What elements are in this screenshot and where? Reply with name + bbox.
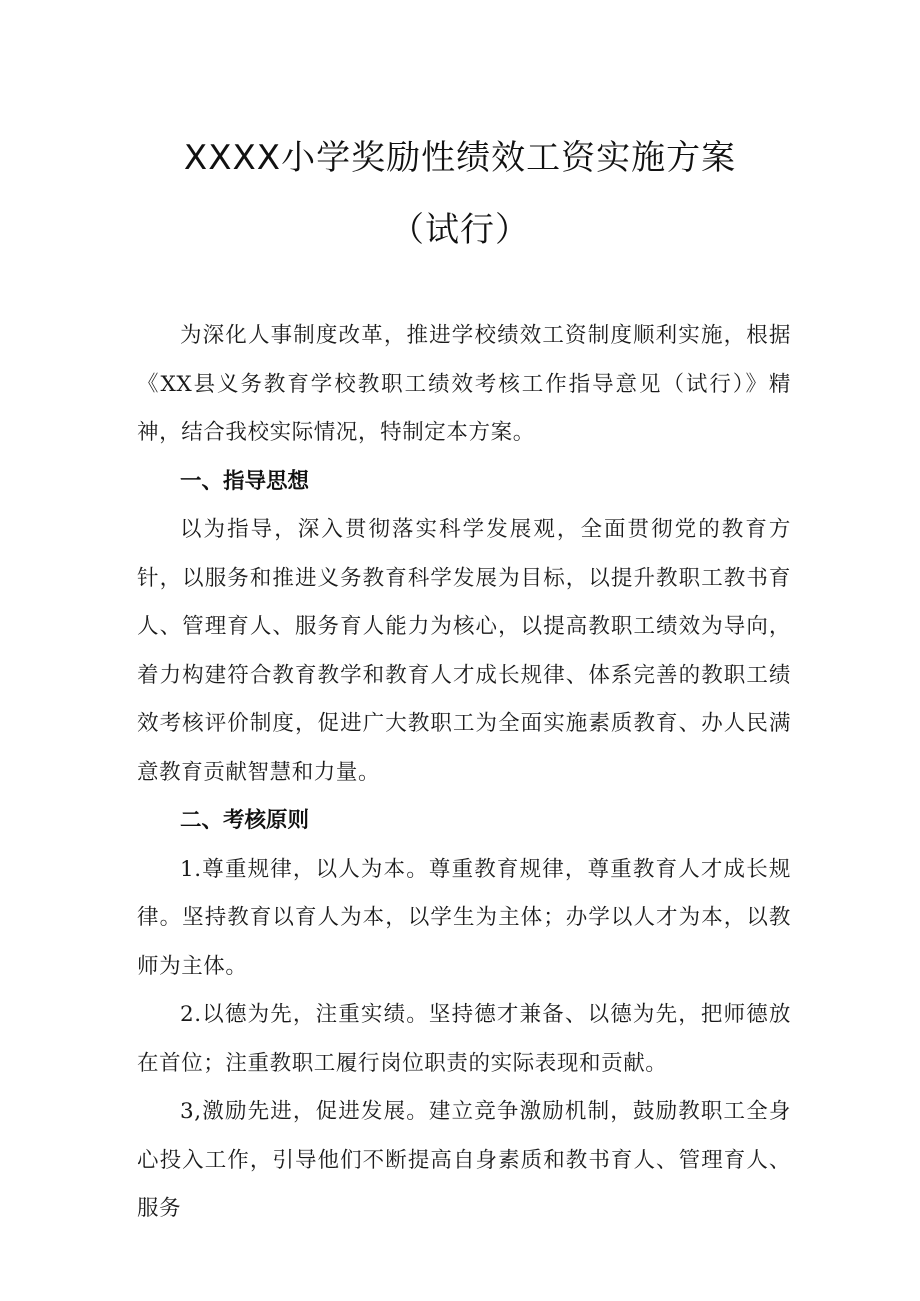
guiding-ideology-paragraph: 以为指导，深入贯彻落实科学发展观，全面贯彻党的教育方针，以服务和推进义务教育科学发展为目标，以提升教职工教书育人、管理育人、服务育人能力为核心，以提高教职工绩效为导向，着力构建符合教育教学和教育人才成长规律、体系完善的教职工绩效考核评价制度，促进广大教职工为全面实施素质教育、办人民满意教育贡献智慧和力量。 — [137, 517, 791, 785]
principle-item: 3,激励先进，促进发展。建立竞争激励机制，鼓励教职工全身心投入工作，引导他们不断提高自身素质和教书育人、管理育人、服务 — [137, 1099, 791, 1221]
intro-paragraph: 为深化人事制度改革，推进学校绩效工资制度顺利实施，根据《XX县义务教育学校教职工绩效考核工作指导意见（试行）》精神，结合我校实际情况，特制定本方案。 — [137, 323, 791, 445]
principle-item: 1.尊重规律，以人为本。尊重教育规律，尊重教育人才成长规律。坚持教育以育人为本，以学生为主体；办学以人才为本，以教师为主体。 — [137, 856, 791, 979]
principle-item: 2.以德为先，注重实绩。坚持德才兼备、以德为先，把师德放在首位；注重教职工履行岗位职责的实际表现和贡献。 — [137, 1002, 791, 1076]
section-heading-guiding-ideology: 一、指导思想 — [180, 468, 310, 494]
document-subtitle: （试行） — [390, 210, 530, 250]
document-body — [137, 312, 791, 1234]
document-title: XXXX小学奖励性绩效工资实施方案 — [183, 138, 737, 178]
section-heading-assessment-principles: 二、考核原则 — [180, 808, 310, 833]
